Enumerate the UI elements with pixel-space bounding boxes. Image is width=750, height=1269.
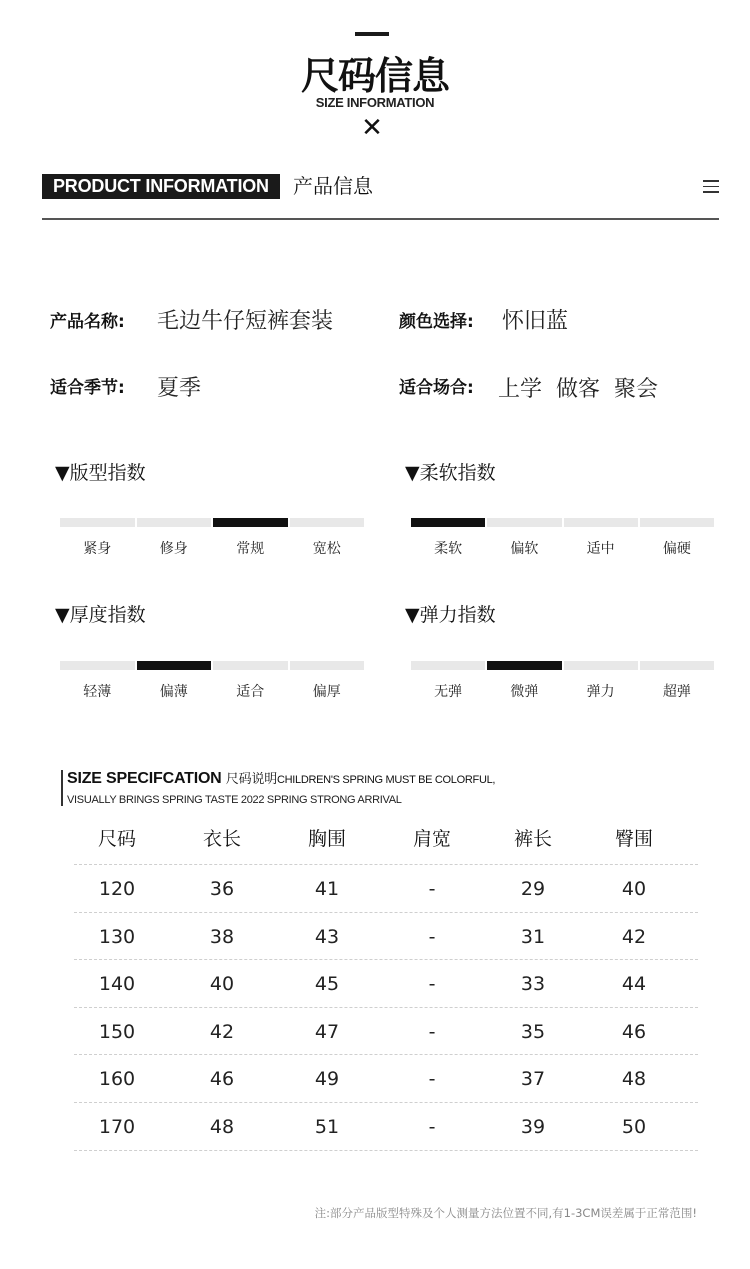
table-cell: 51 bbox=[314, 1116, 340, 1138]
size-spec-title bbox=[67, 768, 495, 791]
table-cell: 48 bbox=[209, 1116, 235, 1138]
table-row-divider bbox=[74, 1054, 698, 1055]
fit-index-segment bbox=[137, 518, 212, 527]
softness-index-option-label: 适中 bbox=[586, 541, 615, 557]
table-cell: 39 bbox=[520, 1116, 546, 1138]
elasticity-index-segment bbox=[487, 661, 561, 670]
section-divider bbox=[42, 218, 719, 220]
table-cell: 47 bbox=[314, 1020, 340, 1043]
table-row-divider bbox=[74, 1150, 698, 1151]
table-cell: 43 bbox=[314, 925, 340, 948]
table-cell: 50 bbox=[621, 1116, 647, 1138]
table-header-cell: 臀围 bbox=[614, 828, 653, 850]
elasticity-index-title: ▼弹力指数 bbox=[405, 604, 496, 626]
occasion-value: 上学 做客 聚会 bbox=[498, 377, 658, 402]
thickness-index-title: ▼厚度指数 bbox=[55, 604, 146, 626]
fit-index-option-label: 宽松 bbox=[312, 541, 341, 557]
table-row-divider bbox=[74, 864, 698, 865]
table-row-divider bbox=[74, 1102, 698, 1103]
table-cell: 40 bbox=[209, 973, 235, 996]
table-cell: 170 bbox=[98, 1116, 136, 1138]
table-cell: 36 bbox=[209, 878, 235, 900]
thickness-index-track bbox=[60, 661, 364, 670]
title-decoration-dash bbox=[355, 32, 389, 36]
thickness-index-option-label: 偏厚 bbox=[312, 684, 341, 700]
table-cell: 48 bbox=[621, 1068, 647, 1091]
table-cell: 130 bbox=[98, 925, 136, 948]
fit-index-track bbox=[60, 518, 364, 527]
size-spec-title-cn: 尺码说明 bbox=[225, 772, 277, 787]
table-cell: 45 bbox=[314, 973, 340, 996]
table-header-cell: 裤长 bbox=[513, 828, 552, 850]
elasticity-index-option-label: 超弹 bbox=[662, 684, 691, 700]
softness-index-option-label: 偏硬 bbox=[662, 541, 691, 557]
product-information-cn-label: 产品信息 bbox=[293, 174, 373, 198]
fit-index-option-label: 修身 bbox=[159, 541, 188, 557]
fit-index-segment bbox=[213, 518, 288, 527]
table-cell: 160 bbox=[98, 1068, 136, 1091]
size-spec-tagline-1: CHILDREN'S SPRING MUST BE COLORFUL, bbox=[277, 774, 496, 786]
elasticity-index-option-label: 无弹 bbox=[434, 684, 463, 700]
menu-icon bbox=[703, 180, 719, 193]
table-cell: 33 bbox=[520, 973, 546, 996]
elasticity-index-track bbox=[411, 661, 714, 670]
table-header-cell: 衣长 bbox=[202, 828, 241, 850]
table-header-cell: 胸围 bbox=[307, 828, 346, 850]
season-label: 适合季节: bbox=[50, 378, 125, 398]
table-cell: - bbox=[428, 973, 436, 996]
occasion-label: 适合场合: bbox=[399, 378, 474, 398]
table-cell: 140 bbox=[98, 973, 136, 996]
cross-icon: ✕ bbox=[361, 113, 383, 143]
softness-index-segment bbox=[640, 518, 714, 527]
page-title: 尺码信息 bbox=[300, 54, 449, 98]
table-cell: - bbox=[428, 1020, 436, 1043]
thickness-index-segment bbox=[290, 661, 365, 670]
size-spec-title-en: SIZE SPECIFCATION bbox=[67, 770, 222, 787]
size-spec-tagline-2: VISUALLY BRINGS SPRING TASTE 2022 SPRING STRONG ARRIVAL bbox=[67, 794, 402, 806]
fit-index-segment bbox=[290, 518, 365, 527]
table-cell: 42 bbox=[621, 925, 647, 948]
thickness-index-segment bbox=[137, 661, 212, 670]
table-cell: - bbox=[428, 925, 436, 948]
table-cell: 49 bbox=[314, 1068, 340, 1091]
table-cell: 44 bbox=[621, 973, 647, 996]
thickness-index-option-label: 偏薄 bbox=[159, 684, 188, 700]
elasticity-index-option-label: 微弹 bbox=[510, 684, 539, 700]
softness-index-segment bbox=[411, 518, 485, 527]
softness-index-title: ▼柔软指数 bbox=[405, 462, 496, 484]
fit-index-option-label: 常规 bbox=[236, 541, 265, 557]
product-name-label: 产品名称: bbox=[50, 312, 125, 332]
elasticity-index-segment bbox=[640, 661, 714, 670]
table-cell: - bbox=[428, 1116, 436, 1138]
table-cell: 46 bbox=[209, 1068, 235, 1091]
fit-index-title: ▼版型指数 bbox=[55, 462, 146, 484]
thickness-index-option-label: 轻薄 bbox=[83, 684, 112, 700]
elasticity-index-segment bbox=[564, 661, 638, 670]
color-value: 怀旧蓝 bbox=[502, 309, 569, 334]
table-cell: 41 bbox=[314, 878, 340, 900]
table-cell: 150 bbox=[98, 1020, 136, 1043]
page-subtitle: SIZE INFORMATION bbox=[315, 95, 435, 110]
table-cell: 37 bbox=[520, 1068, 546, 1091]
product-name-value: 毛边牛仔短裤套装 bbox=[157, 309, 334, 334]
table-header-cell: 尺码 bbox=[97, 828, 136, 850]
table-row-divider bbox=[74, 1007, 698, 1008]
softness-index-option-label: 偏软 bbox=[510, 541, 539, 557]
product-information-banner: PRODUCT INFORMATION bbox=[42, 174, 280, 199]
table-cell: 40 bbox=[621, 878, 647, 900]
table-cell: - bbox=[428, 1068, 436, 1091]
fit-index-segment bbox=[60, 518, 135, 527]
thickness-index-segment bbox=[60, 661, 135, 670]
table-cell: 38 bbox=[209, 925, 235, 948]
elasticity-index-option-label: 弹力 bbox=[586, 684, 615, 700]
thickness-index-option-label: 适合 bbox=[236, 684, 265, 700]
season-value: 夏季 bbox=[157, 376, 202, 401]
softness-index-segment bbox=[564, 518, 638, 527]
softness-index-track bbox=[411, 518, 714, 527]
softness-index-segment bbox=[487, 518, 561, 527]
thickness-index-segment bbox=[213, 661, 288, 670]
softness-index-option-label: 柔软 bbox=[434, 541, 463, 557]
table-cell: 46 bbox=[621, 1020, 647, 1043]
table-cell: 29 bbox=[520, 878, 546, 900]
table-row-divider bbox=[74, 912, 698, 913]
color-label: 颜色选择: bbox=[399, 312, 474, 332]
table-header-cell: 肩宽 bbox=[412, 828, 451, 850]
table-cell: 35 bbox=[520, 1020, 546, 1043]
table-row-divider bbox=[74, 959, 698, 960]
spec-accent-line bbox=[61, 770, 63, 806]
footnote: 注:部分产品版型特殊及个人测量方法位置不同,有1-3CM误差属于正常范围! bbox=[314, 1206, 697, 1220]
fit-index-option-label: 紧身 bbox=[83, 541, 112, 557]
table-cell: - bbox=[428, 878, 436, 900]
table-cell: 31 bbox=[520, 925, 546, 948]
elasticity-index-segment bbox=[411, 661, 485, 670]
table-cell: 120 bbox=[98, 878, 136, 900]
table-cell: 42 bbox=[209, 1020, 235, 1043]
